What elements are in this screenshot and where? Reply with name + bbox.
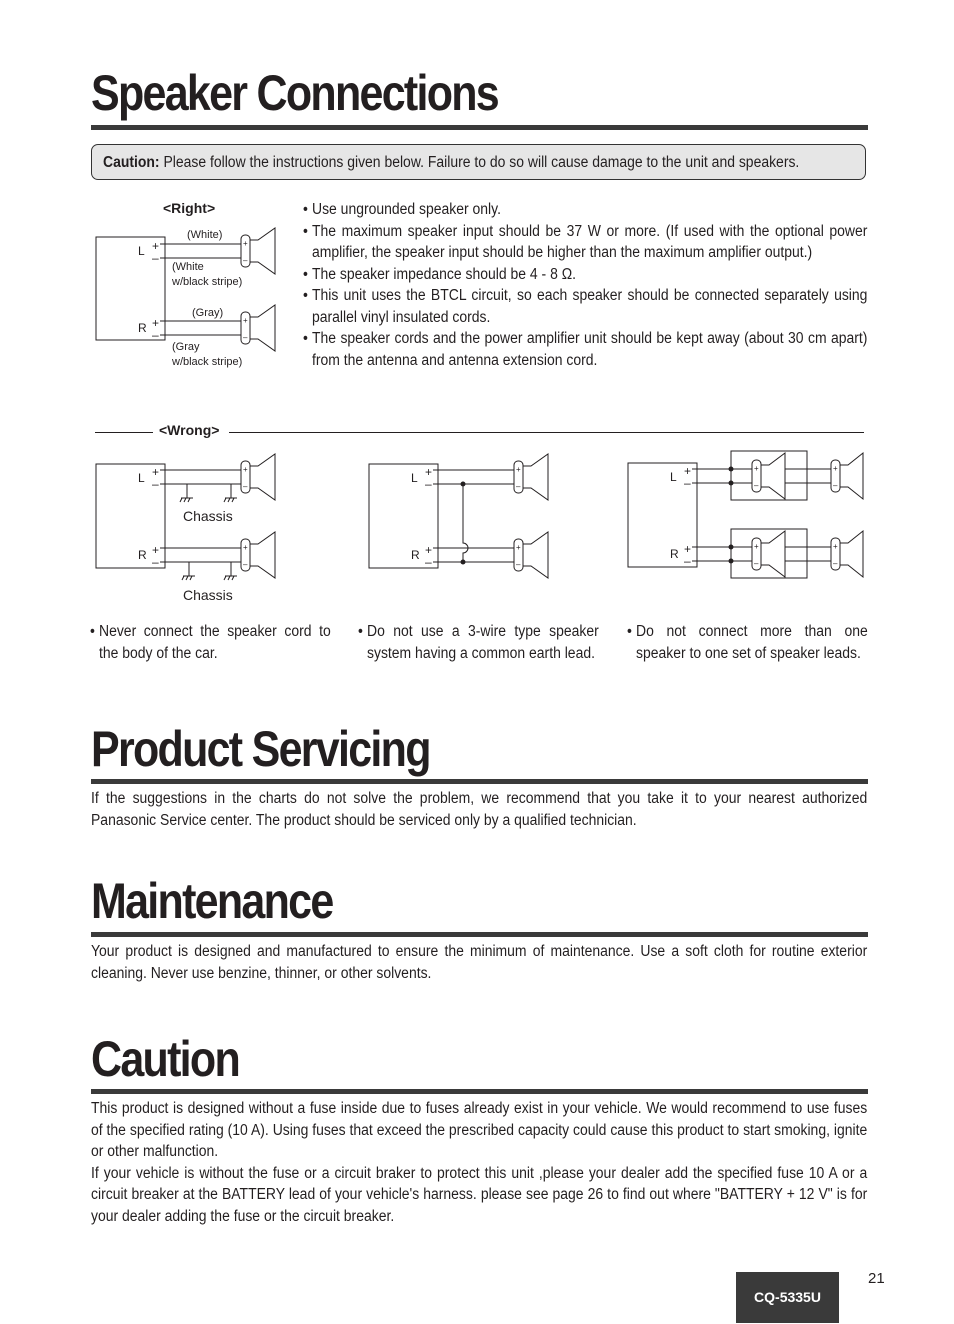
- plus-mark: +: [425, 465, 433, 479]
- divider: [229, 432, 864, 433]
- svg-text:–: –: [754, 481, 759, 490]
- section-rule: [91, 125, 868, 130]
- chassis-ground-icon: [224, 498, 237, 502]
- R-terminal-label: R: [138, 548, 147, 562]
- plus-mark: +: [684, 464, 692, 478]
- caution-label: Caution:: [103, 154, 160, 171]
- divider: [95, 432, 153, 433]
- svg-text:–: –: [833, 481, 838, 490]
- svg-text:+: +: [243, 543, 248, 552]
- section-title-product-servicing: Product Servicing: [91, 721, 430, 777]
- wrong-note-text: • Do not use a 3-wire type speaker system having a common earth lead.: [358, 621, 599, 664]
- caution-text: Please follow the instructions given below. Failure to do so will cause damage to the unit and speakers.: [159, 154, 800, 171]
- plus-mark: +: [425, 543, 433, 557]
- minus-mark: –: [425, 555, 432, 569]
- maintenance-paragraph: Your product is designed and manufactured to ensure the minimum of maintenance. Use a soft cloth for routine exterior cleaning. Never use benzine, thinner, or other solvents.: [91, 943, 868, 982]
- L-terminal-label: L: [138, 244, 145, 258]
- instruction-item: • This unit uses the BTCL circuit, so each speaker should be connected separately using parallel vinyl insulated cords.: [303, 285, 867, 328]
- speaker-icon: [514, 532, 548, 578]
- plus-mark: +: [684, 542, 692, 556]
- minus-mark: –: [684, 476, 691, 490]
- instruction-item: • The maximum speaker input should be 37 W or more. (If used with the optional power amplifier, the speaker input should be higher than the maximum amplifier output.): [303, 221, 867, 264]
- wire-gray-label: (Gray): [192, 307, 224, 319]
- L-terminal-label: L: [138, 471, 145, 485]
- svg-text:+: +: [516, 465, 521, 474]
- svg-text:–: –: [243, 560, 248, 569]
- plus-mark: +: [152, 239, 160, 253]
- section-title-speaker-connections: Speaker Connections: [91, 65, 499, 121]
- wrong-diagram-multiple-speakers: [627, 446, 867, 588]
- plus-mark: +: [152, 316, 160, 330]
- servicing-paragraph: If the suggestions in the charts do not solve the problem, we recommend that you take it to your nearest authorized Panasonic Service center. The product should be serviced only by a qualified technician.: [91, 790, 868, 829]
- chassis-label: Chassis: [183, 508, 233, 524]
- caution-paragraph-1: This product is designed without a fuse inside due to fuses already exist in your vehicle. We would recommend to use fuses of the specified rating (10 A). Using fuses that exceed the prescribed capacity could cause this product to start smoking, ignite or other malfunction.: [91, 1100, 868, 1160]
- wrong-note-text: • Do not connect more than one speaker to one set of speaker leads.: [627, 621, 868, 664]
- L-terminal-label: L: [411, 471, 418, 485]
- minus-mark: –: [152, 251, 159, 265]
- minus-mark: –: [152, 477, 159, 491]
- svg-text:–: –: [833, 559, 838, 568]
- wrong-diagram-chassis: [95, 450, 285, 610]
- speaker-icon: [241, 228, 275, 274]
- R-terminal-label: R: [670, 547, 679, 561]
- L-terminal-label: L: [670, 470, 677, 484]
- minus-mark: –: [152, 555, 159, 569]
- model-badge: CQ-5335U: [736, 1272, 839, 1323]
- chassis-ground-icon: [182, 576, 195, 580]
- svg-text:+: +: [754, 464, 759, 473]
- section-rule: [91, 779, 868, 784]
- speaker-icon: [752, 453, 785, 499]
- right-label: <Right>: [163, 200, 216, 216]
- section-title-maintenance: Maintenance: [91, 873, 333, 929]
- section-rule: [91, 932, 868, 937]
- maintenance-text: [91, 941, 868, 984]
- svg-text:–: –: [516, 482, 521, 491]
- minus-mark: –: [152, 328, 159, 342]
- instruction-item: • The speaker impedance should be 4 - 8 Ω.: [303, 264, 867, 286]
- wire-white-stripe-label-2: w/black stripe): [172, 276, 243, 288]
- R-terminal-label: R: [138, 321, 147, 335]
- wrong-note: [90, 621, 331, 664]
- minus-mark: –: [684, 554, 691, 568]
- caution-paragraph-2: If your vehicle is without the fuse or a circuit braker to protect this unit ,please your dealer add the specified fuse 10 A or a circuit breaker at the BATTERY lead of your vehicle's harness. please see page 26 to find out where "BATTERY + 12 V" is for your dealer adding the fuse or the circuit breaker.: [91, 1164, 868, 1225]
- instruction-item: • The speaker cords and the power amplifier unit should be kept away (about 30 cm apart) from the antenna and antenna extension cord.: [303, 328, 867, 371]
- svg-text:+: +: [243, 316, 248, 325]
- speaker-instructions: [303, 199, 868, 371]
- speaker-icon: [241, 532, 275, 578]
- plus-mark: +: [152, 465, 160, 479]
- chassis-ground-icon: [180, 498, 193, 502]
- wrong-note-text: • Never connect the speaker cord to the body of the car.: [90, 621, 331, 664]
- section-rule: [91, 1089, 868, 1094]
- caution-text: [91, 1098, 868, 1227]
- instruction-item: • Use ungrounded speaker only.: [303, 199, 867, 221]
- svg-text:–: –: [243, 333, 248, 342]
- page-number: 21: [868, 1270, 885, 1287]
- wire-gray-stripe-label-2: w/black stripe): [172, 356, 243, 368]
- servicing-text: [91, 788, 868, 831]
- speaker-icon: [831, 531, 863, 577]
- svg-text:–: –: [243, 256, 248, 265]
- plus-mark: +: [152, 543, 160, 557]
- wire-white-stripe-label: (White: [172, 261, 204, 273]
- right-wiring-diagram: [95, 220, 285, 370]
- speaker-icon: [241, 454, 275, 500]
- minus-mark: –: [425, 477, 432, 491]
- R-terminal-label: R: [411, 548, 420, 562]
- svg-text:–: –: [754, 559, 759, 568]
- wrong-note: [358, 621, 599, 664]
- svg-text:+: +: [243, 465, 248, 474]
- chassis-ground-icon: [224, 576, 237, 580]
- svg-text:+: +: [833, 542, 838, 551]
- section-title-caution: Caution: [91, 1031, 240, 1087]
- caution-banner: [91, 144, 866, 180]
- svg-text:+: +: [833, 464, 838, 473]
- wrong-label: <Wrong>: [159, 422, 220, 438]
- svg-text:+: +: [243, 239, 248, 248]
- wrong-diagram-common-earth: [368, 450, 558, 590]
- speaker-icon: [514, 454, 548, 500]
- speaker-icon: [752, 531, 785, 577]
- svg-text:–: –: [516, 560, 521, 569]
- svg-text:+: +: [754, 542, 759, 551]
- wire-white-label: (White): [187, 229, 223, 241]
- speaker-icon: [831, 453, 863, 499]
- chassis-label: Chassis: [183, 587, 233, 603]
- wire-gray-stripe-label: (Gray: [172, 341, 200, 353]
- speaker-icon: [241, 305, 275, 351]
- wrong-note: [627, 621, 868, 664]
- svg-text:–: –: [243, 482, 248, 491]
- svg-text:+: +: [516, 543, 521, 552]
